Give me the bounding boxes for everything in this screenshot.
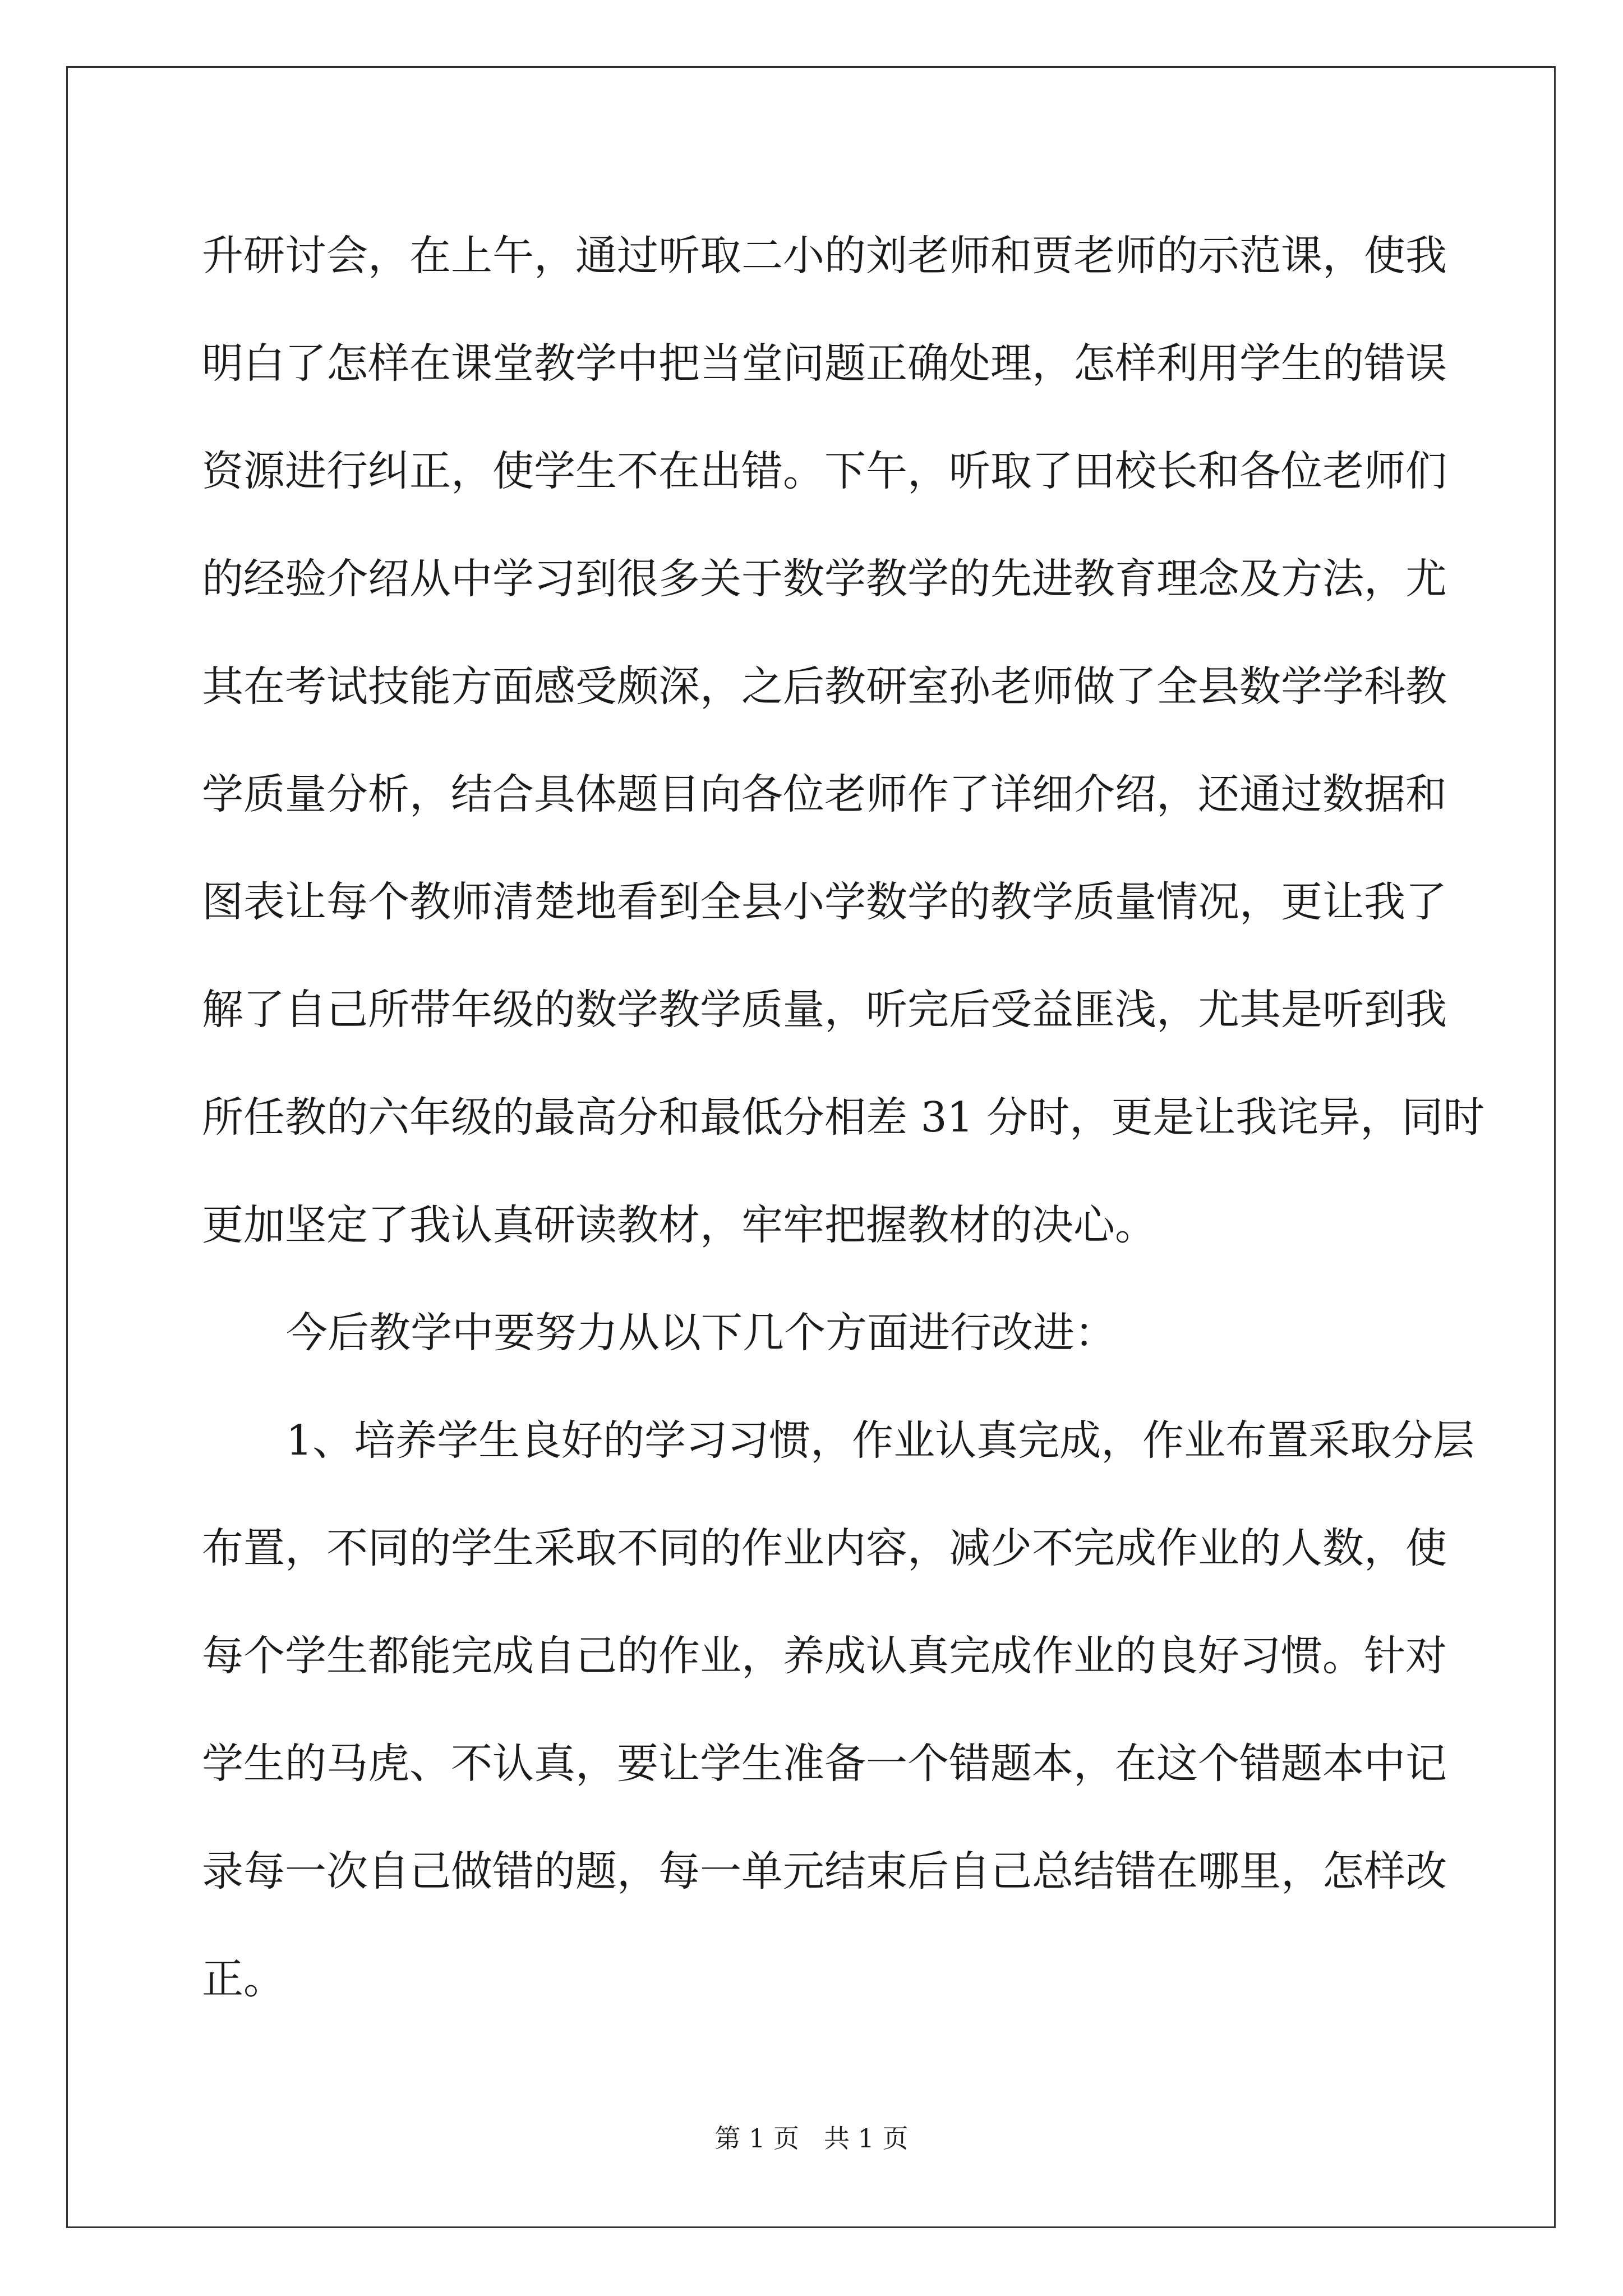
text-line: 正。	[202, 1955, 285, 2003]
text-line: 明白了怎样在课堂教学中把当堂问题正确处理，怎样利用学生的错误	[202, 339, 1447, 388]
text-line: 录每一次自己做错的题，每一单元结束后自己总结错在哪里，怎样改	[202, 1847, 1447, 1895]
document-body	[202, 202, 1485, 2033]
text-line: 解了自己所带年级的数学教学质量，听完后受益匪浅，尤其是听到我	[202, 986, 1447, 1034]
text-line: 学质量分析，结合具体题目向各位老师作了详细介绍，还通过数据和	[202, 770, 1447, 818]
text-line: 学生的马虎、不认真，要让学生准备一个错题本，在这个错题本中记	[202, 1740, 1447, 1788]
text-line: 布置，不同的学生采取不同的作业内容，减少不完成作业的人数，使	[202, 1524, 1447, 1572]
text-line: 图表让每个教师清楚地看到全县小学数学的教学质量情况，更让我了	[202, 878, 1447, 926]
page-total: 共 1 页	[823, 2123, 909, 2154]
text-line: 每个学生都能完成自己的作业，养成认真完成作业的良好习惯。针对	[202, 1632, 1447, 1680]
text-line: 资源进行纠正，使学生不在出错。下午，听取了田校长和各位老师们	[202, 447, 1447, 495]
paragraph-heading: 今后教学中要努力从以下几个方面进行改进：	[286, 1309, 1116, 1357]
text-line: 其在考试技能方面感受颇深，之后教研室孙老师做了全县数学学科教	[202, 662, 1447, 711]
list-item-start: 1、培养学生良好的学习习惯，作业认真完成，作业布置采取分层	[286, 1416, 1475, 1465]
page-footer	[0, 2122, 1623, 2155]
text-line: 所任教的六年级的最高分和最低分相差 31 分时，更是让我诧异，同时	[202, 1093, 1485, 1142]
text-line: 的经验介绍从中学习到很多关于数学教学的先进教育理念及方法，尤	[202, 555, 1447, 603]
text-line: 升研讨会，在上午，通过听取二小的刘老师和贾老师的示范课，使我	[202, 232, 1447, 280]
text-line: 更加坚定了我认真研读教材，牢牢把握教材的决心。	[202, 1201, 1156, 1249]
page-number: 第 1 页	[714, 2123, 800, 2154]
